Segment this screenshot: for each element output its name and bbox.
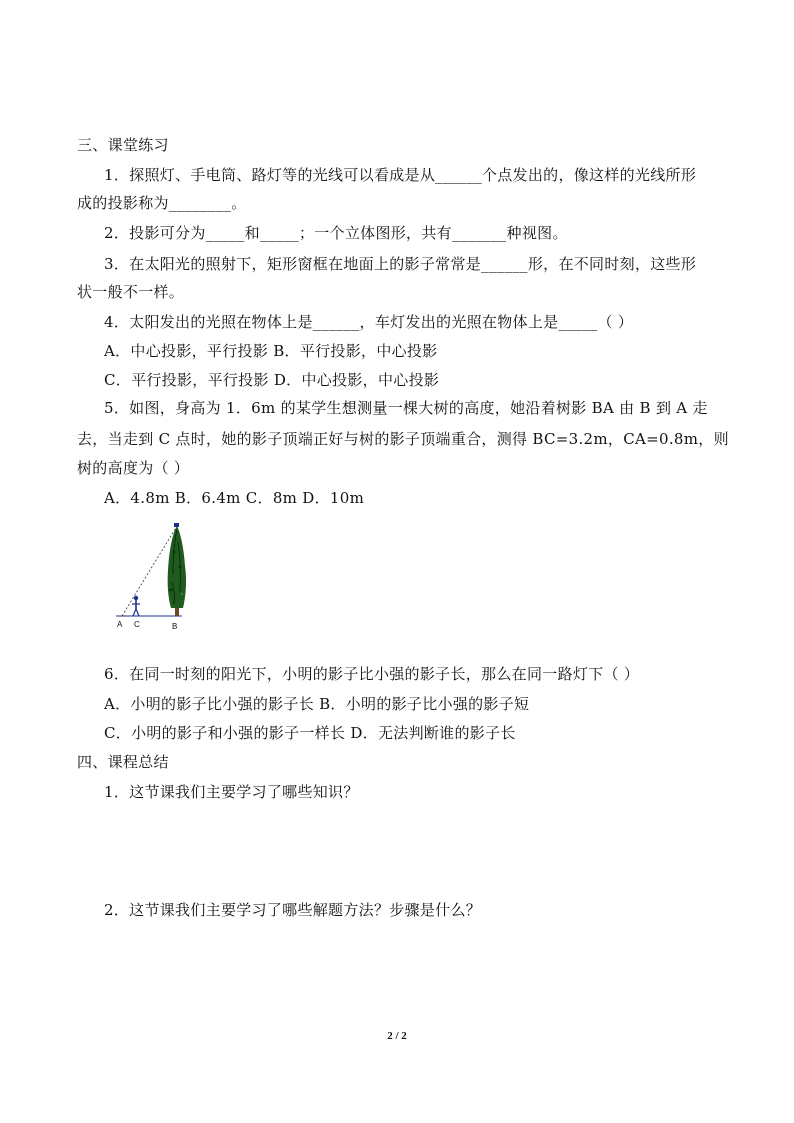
figure-label-a: A: [117, 620, 123, 629]
tree-shadow-figure: [114, 522, 196, 632]
section-4-title: 四、课程总结: [77, 753, 169, 771]
question-3-line-2: 状一般不一样。: [77, 283, 185, 301]
figure-label-b: B: [172, 622, 178, 631]
summary-question-2: 2．这节课我们主要学习了哪些解题方法？步骤是什么？: [104, 901, 482, 919]
question-6-options-row-1: A．小明的影子比小强的影子长 B．小明的影子比小强的影子短: [104, 695, 530, 713]
question-5-line-3: 树的高度为（ ）: [77, 459, 190, 477]
question-3-line-1: 3．在太阳光的照射下，矩形窗框在地面上的影子常常是______形，在不同时刻，这些形: [104, 255, 697, 273]
question-4-options-row-1: A．中心投影，平行投影 B．平行投影，中心投影: [104, 342, 438, 360]
question-6-line-1: 6．在同一时刻的阳光下，小明的影子比小强的影子长，那么在同一路灯下（ ）: [104, 665, 640, 683]
question-2-line-1: 2．投影可分为_____和_____；一个立体图形，共有_______种视图。: [104, 224, 568, 242]
page-number: 2 / 2: [387, 1030, 407, 1042]
student-figure: [132, 596, 140, 616]
question-5-options: A．4.8m B．6.4m C．8m D．10m: [104, 489, 365, 507]
figure-label-c: C: [134, 620, 140, 629]
question-4-line-1: 4．太阳发出的光照在物体上是______，车灯发出的光照在物体上是_____（ ）: [104, 313, 634, 331]
question-1-line-1: 1．探照灯、手电筒、路灯等的光线可以看成是从______个点发出的，像这样的光线所形: [104, 166, 697, 184]
question-5-line-1: 5．如图，身高为 1．6m 的某学生想测量一棵大树的高度，她沿着树影 BA 由 B 到 A 走: [104, 399, 708, 417]
section-3-title: 三、课堂练习: [77, 136, 169, 154]
question-4-options-row-2: C．平行投影，平行投影 D．中心投影，中心投影: [104, 371, 440, 389]
question-1-line-2: 成的投影称为________。: [77, 194, 247, 212]
question-5-line-2: 去，当走到 C 点时，她的影子顶端正好与树的影子顶端重合，测得 BC=3.2m，CA=0.8m，则: [77, 430, 729, 448]
question-6-options-row-2: C．小明的影子和小强的影子一样长 D．无法判断谁的影子长: [104, 724, 516, 742]
summary-question-1: 1．这节课我们主要学习了哪些知识？: [104, 783, 359, 801]
